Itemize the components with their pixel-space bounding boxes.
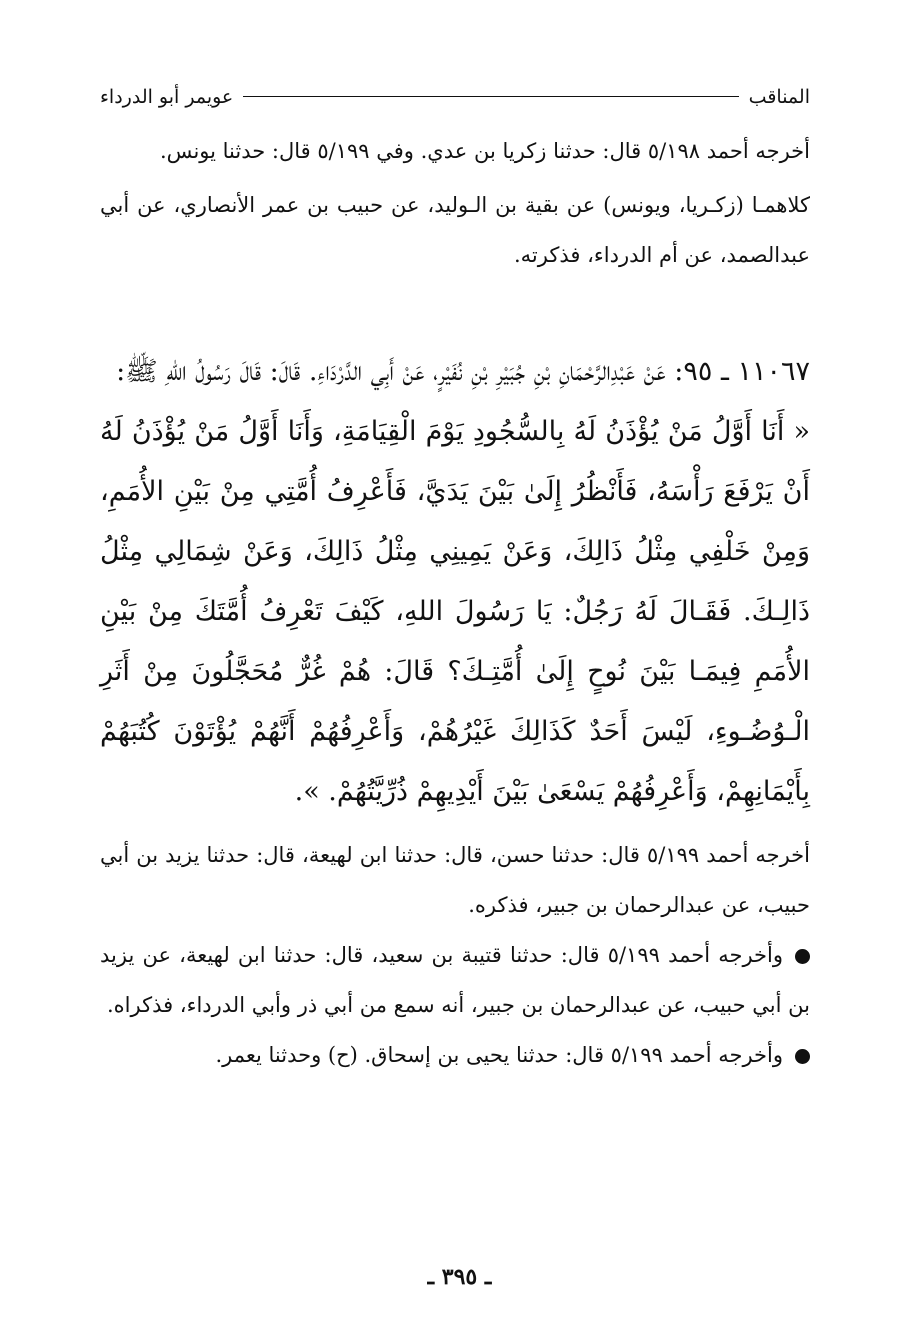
person-label: عويمر أبو الدرداء (100, 86, 234, 108)
sources-block (100, 830, 810, 1080)
takhrij-note-1: أخرجه أحمد ٥/١٩٨ قال: حدثنا زكريا بن عدي. وفي ٥/١٩٩ قال: حدثنا يونس. (160, 139, 810, 163)
bullet-icon (795, 1049, 810, 1064)
hadith-block (100, 342, 810, 822)
source-note-3 (100, 1030, 810, 1080)
hadith-matn: « أَنَا أَوَّلُ مَنْ يُؤْذَنُ لَهُ بِالسُّجُودِ يَوْمَ الْقِيَامَةِ، وَأَنَا أَوَّلُ مَنْ يُؤْذَنُ لَهُ أَنْ يَرْفَعَ رَأْسَهُ، فَأَنْظُرُ إِلَىٰ بَيْنَ يَدَيَّ، فَأَعْرِفُ أُمَّتِي مِنْ بَيْنِ الأُمَمِ، وَمِنْ خَلْفِي مِثْلُ ذَالِكَ، وَعَنْ يَمِينِي مِثْلُ ذَالِكَ، وَعَنْ شِمَالِي مِثْلُ ذَالِـكَ. فَقَـالَ لَهُ رَجُلٌ: يَا رَسُولَ اللهِ، كَيْفَ تَعْرِفُ أُمَّتَكَ مِنْ بَيْنِ الأُمَمِ فِيمَـا بَيْنَ نُوحٍ إِلَىٰ أُمَّتِـكَ؟ قَالَ: هُمْ غُرٌّ مُحَجَّلُونَ مِنْ أَثَرِ الْـوُضُـوءِ، لَيْسَ أَحَدٌ كَذَالِكَ غَيْرُهُمْ، وَأَعْرِفُهُمْ أَنَّهُمْ يُؤْتَوْنَ كُتُبَهُمْ بِأَيْمَانِهِمْ، وَأَعْرِفُهُمْ يَسْعَىٰ بَيْنَ أَيْدِيهِمْ ذُرِّيَّتُهُمْ. ». (100, 416, 811, 807)
page-body (100, 86, 810, 1080)
bullet-icon (795, 949, 810, 964)
page-number: ـ ٣٩٥ ـ (427, 1264, 492, 1290)
source-note-2-text: وأخرجه أحمد ٥/١٩٩ قال: حدثنا قتيبة بن سعيد، قال: حدثنا ابن لهيعة، عن يزيد بن أبي حبيب، عن عبدالرحمان بن جبير، أنه سمع من أبي ذر وأبي الدرداء، فذكراه. (100, 943, 810, 1017)
source-note-2 (100, 930, 810, 1030)
header-rule (243, 96, 738, 97)
running-header (100, 86, 810, 116)
section-label: المناقب (748, 86, 810, 108)
source-note-1: أخرجه أحمد ٥/١٩٩ قال: حدثنا حسن، قال: حدثنا ابن لهيعة، قال: حدثنا يزيد بن أبي حبيب، عن عبدالرحمان بن جبير، فذكره. (100, 843, 810, 917)
takhrij-note-2: كلاهمـا (زكـريا، ويونس) عن بقية بن الـوليد، عن حبيب بن عمر الأنصاري، عن أبي عبدالصمد، عن أم الدرداء، فذكرته. (100, 193, 810, 267)
source-note-3-text: وأخرجه أحمد ٥/١٩٩ قال: حدثنا يحيى بن إسحاق. (ح) وحدثنا يعمر. (215, 1043, 783, 1067)
hadith-isnad: ١١٠٦٧ ـ ٩٥: عَنْ عَبْدِالرَّحْمَانِ بْنِ جُبَيْرِ بْنِ نُفَيْرٍ، عَنْ أَبِي الدَّرْدَاءِ. قَالَ: قَالَ رَسُولُ اللهِ ﷺ: (116, 356, 810, 387)
